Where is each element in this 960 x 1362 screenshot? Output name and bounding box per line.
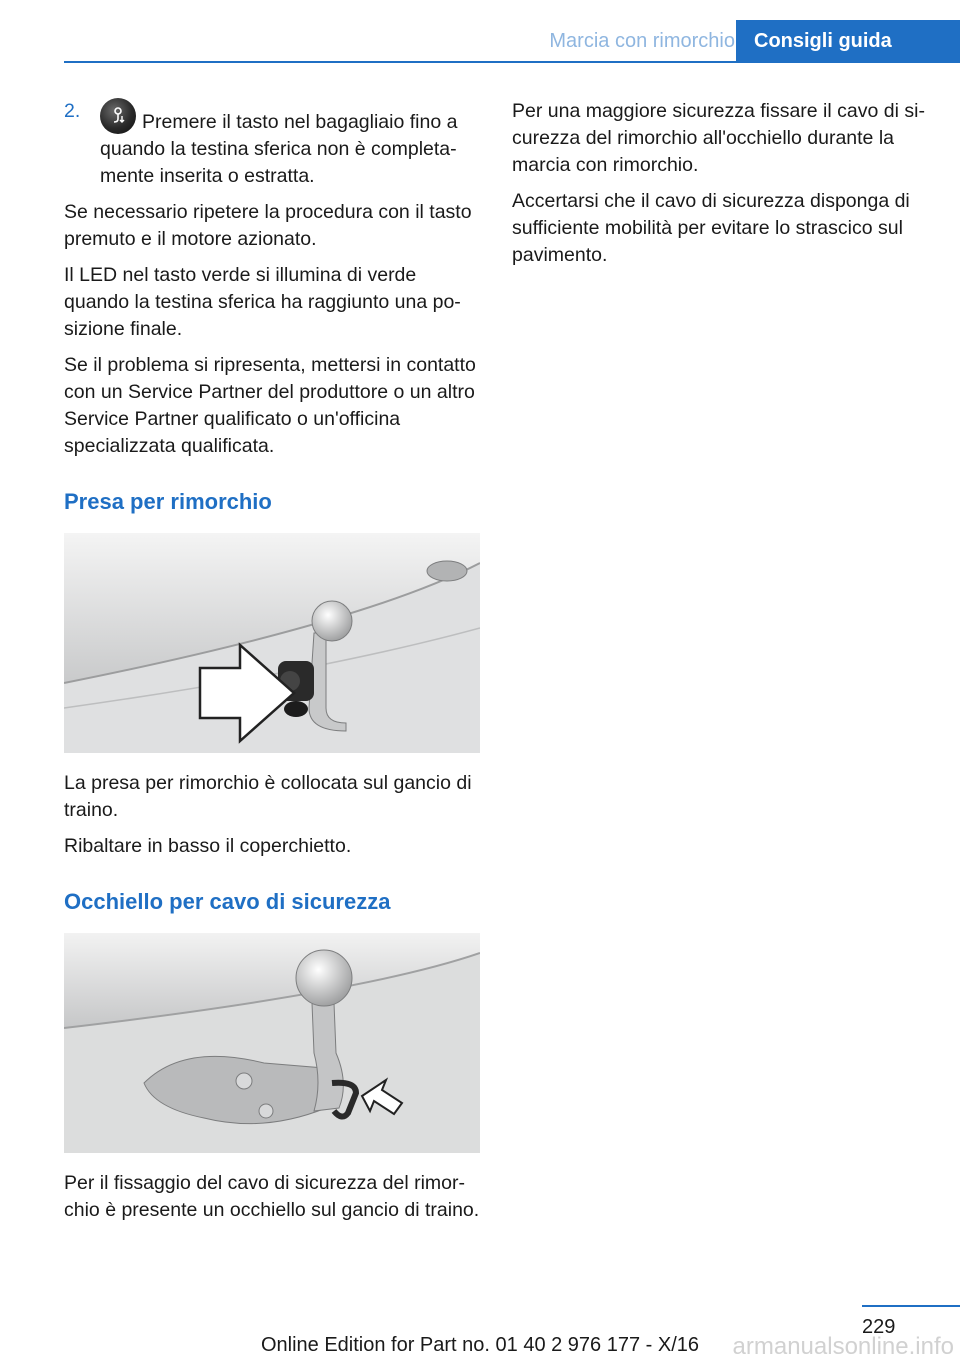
instruction-step — [64, 98, 482, 190]
step-number: 2. — [64, 100, 81, 122]
header-rule — [64, 61, 960, 63]
paragraph: Se il problema si ripresenta, mettersi in contatto con un Service Partner del produttore o un altro Service Partner qualificato o un'officina specializzata qualificata. — [64, 354, 476, 457]
watermark: armanualsonline.info — [732, 1333, 954, 1360]
paragraph: Accertarsi che il cavo di sicurezza disponga di sufficiente mobilità per evitare lo strascico sul pavimento. — [512, 190, 910, 266]
heading-trailer-socket: Presa per rimorchio — [64, 489, 272, 514]
step-text: Premere il tasto nel bagagliaio fino a quando la testina sferica non è completamente inserita o estratta. — [100, 111, 458, 187]
safety-eyelet-illustration — [64, 933, 480, 1153]
right-column — [512, 98, 928, 278]
towbar-button-icon — [100, 98, 136, 134]
paragraph: Per una maggiore sicurezza fissare il cavo di sicurezza del rimorchio all'occhiello durante la marcia con rimorchio. — [512, 100, 925, 176]
left-column — [64, 98, 482, 1233]
header-section-title: Marcia con rimorchio — [549, 30, 735, 52]
paragraph: Per il fissaggio del cavo di sicurezza del rimorchio è presente un occhiello sul gancio di traino. — [64, 1172, 480, 1221]
paragraph: Ribaltare in basso il coperchietto. — [64, 835, 352, 857]
heading-safety-eyelet: Occhiello per cavo di sicurezza — [64, 889, 391, 914]
header-chapter-tab: Consigli guida — [736, 20, 960, 61]
footer-rule — [862, 1305, 960, 1307]
paragraph: Se necessario ripetere la procedura con il tasto premuto e il motore azionato. — [64, 201, 472, 250]
paragraph: La presa per rimorchio è collocata sul gancio di traino. — [64, 772, 472, 821]
trailer-socket-illustration — [64, 533, 480, 753]
page-number: 229 — [862, 1316, 896, 1338]
online-edition-note: Online Edition for Part no. 01 40 2 976 177 - X/16 — [260, 1334, 700, 1356]
paragraph: Il LED nel tasto verde si illumina di verde quando la testina sferica ha raggiunto una posizione finale. — [64, 264, 461, 340]
